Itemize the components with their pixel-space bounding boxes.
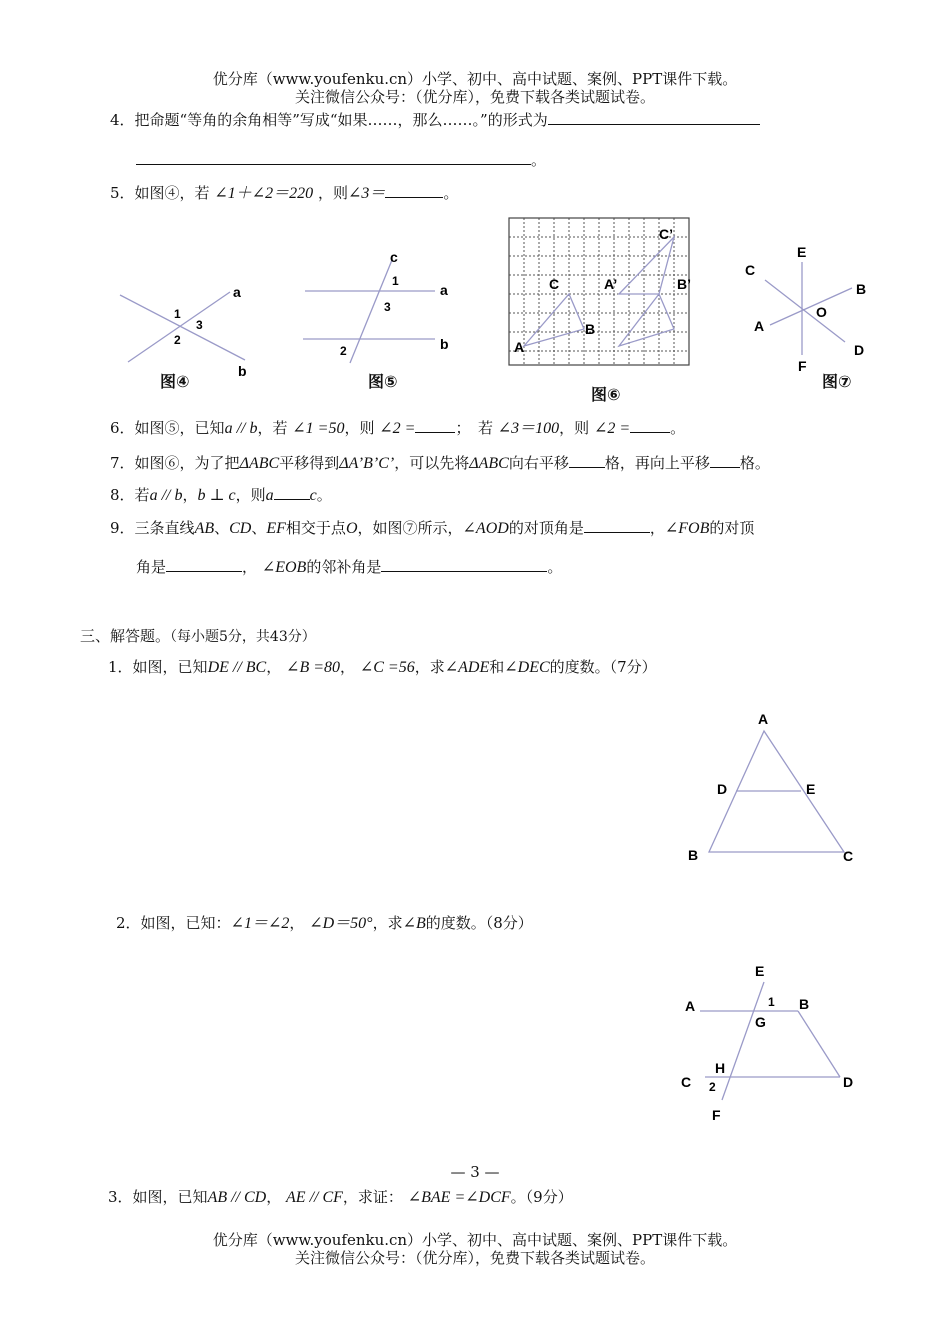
answer-blank[interactable] — [274, 485, 310, 500]
angle-1-label: 1 — [174, 307, 181, 321]
triangle-middle — [619, 294, 674, 346]
question-7: 7．如图⑥，为了把ΔABC平移得到ΔA’B’C’，可以先将ΔABC向右平移 格，再向上平移 格。 — [110, 454, 770, 472]
label-B: B — [856, 281, 867, 297]
figure-trapezoid — [675, 960, 865, 1130]
label-H: H — [715, 1060, 726, 1076]
figure-5-caption: 图⑤ — [368, 374, 398, 391]
label-b: b — [238, 363, 247, 379]
figure-4-caption: 图④ — [160, 374, 190, 391]
figure-6 — [505, 213, 695, 368]
label-C: C — [843, 848, 854, 864]
line-ef — [722, 982, 764, 1100]
header-line-1: 优分库（www.youfenku.cn）小学、初中、高中试题、案例、PPT课件下载。 — [212, 70, 738, 88]
label-E: E — [806, 781, 816, 797]
math-expression: ∠1＋∠2＝220 — [214, 185, 314, 202]
answer-question-3: 3．如图，已知AB // CD， AE // CF，求证： ∠BAE =∠DCF。（9分） — [108, 1188, 573, 1206]
question-5: 5．如图④，若 ∠1＋∠2＝220 ，则∠3＝ 。 — [110, 184, 459, 202]
label-A: A — [685, 998, 696, 1014]
question-4 — [110, 110, 760, 130]
label-C: C — [681, 1074, 692, 1090]
figure-5 — [300, 245, 470, 370]
triangle-a2b2c2 — [619, 237, 674, 294]
question-8: 8．若a // b，b ⊥ c，则a c。 — [110, 486, 332, 504]
question-4-continuation: 。 — [136, 150, 546, 170]
line-b — [120, 295, 245, 360]
question-9-continuation: 角是 ， ∠EOB的邻补角是 。 — [136, 558, 563, 576]
label-D: D — [717, 781, 728, 797]
label-E: E — [797, 244, 807, 260]
label-C: C — [549, 276, 560, 292]
line-cd — [765, 280, 845, 342]
angle-2-label: 2 — [174, 333, 181, 347]
figure-7-caption: 图⑦ — [822, 374, 852, 391]
angle-2-label: 2 — [340, 344, 347, 358]
page-number: — 3 — — [450, 1163, 500, 1181]
label-B: B — [585, 321, 596, 337]
section-3-heading: 三、解答题。（每小题5分，共43分） — [80, 627, 316, 645]
angle-1-label: 1 — [768, 995, 775, 1009]
question-text: 把命题“等角的余角相等”写成“如果……，那么……。”的形式为 — [134, 111, 548, 129]
answer-blank[interactable] — [381, 557, 547, 572]
label-C: C — [745, 262, 756, 278]
figure-6-caption: 图⑥ — [591, 387, 621, 404]
label-a: a — [440, 282, 448, 298]
answer-question-2: 2．如图，已知：∠1＝∠2， ∠D＝50°，求∠B的度数。（8分） — [116, 914, 533, 932]
question-number: 4． — [110, 111, 135, 129]
answer-blank[interactable] — [415, 418, 455, 433]
label-A: A — [754, 318, 765, 334]
figure-7 — [740, 240, 880, 380]
label-A: A — [758, 711, 769, 727]
label-A: A — [514, 339, 525, 355]
line-a — [128, 292, 230, 362]
answer-question-1: 1．如图，已知DE // BC， ∠B =80， ∠C =56，求∠ADE和∠DEC的度数。（7分） — [108, 658, 657, 676]
label-A-prime: A’ — [604, 276, 618, 292]
angle-3-label: 3 — [384, 300, 391, 314]
label-E: E — [755, 963, 765, 979]
answer-blank[interactable] — [166, 557, 242, 572]
label-b: b — [440, 336, 449, 352]
label-C-prime: C’ — [659, 226, 673, 242]
label-O: O — [816, 304, 827, 320]
answer-blank[interactable] — [136, 150, 531, 165]
math-expression: ∠3＝ — [347, 185, 386, 202]
answer-blank[interactable] — [584, 518, 650, 533]
figure-4 — [110, 280, 270, 380]
figure-triangle-abc — [680, 705, 860, 870]
label-B: B — [688, 847, 699, 863]
angle-1-label: 1 — [392, 274, 399, 288]
header-line-2: 关注微信公众号：（优分库），免费下载各类试题试卷。 — [294, 88, 655, 106]
footer-line-1: 优分库（www.youfenku.cn）小学、初中、高中试题、案例、PPT课件下载。 — [212, 1231, 738, 1249]
segment-bd — [798, 1011, 840, 1077]
label-a: a — [233, 284, 241, 300]
answer-blank[interactable] — [630, 418, 670, 433]
answer-blank[interactable] — [569, 453, 605, 468]
angle-3-label: 3 — [196, 318, 203, 332]
label-B-prime: B’ — [677, 276, 691, 292]
label-F: F — [798, 358, 807, 374]
answer-blank[interactable] — [385, 183, 443, 198]
label-D: D — [854, 342, 865, 358]
question-9: 9．三条直线AB、CD、EF相交于点O，如图⑦所示，∠AOD的对顶角是 ，∠FOB的对顶 — [110, 519, 755, 537]
answer-blank[interactable] — [710, 453, 740, 468]
label-G: G — [755, 1014, 766, 1030]
label-F: F — [712, 1107, 721, 1123]
angle-2-label: 2 — [709, 1080, 716, 1094]
label-D: D — [843, 1074, 854, 1090]
answer-blank[interactable] — [548, 110, 760, 125]
question-6: 6．如图⑤，已知a // b，若 ∠1 =50，则 ∠2 = ； 若 ∠3＝100，则 ∠2 = 。 — [110, 419, 686, 437]
label-B: B — [799, 996, 810, 1012]
label-c: c — [390, 249, 398, 265]
footer-line-2: 关注微信公众号：（优分库），免费下载各类试题试卷。 — [294, 1249, 655, 1267]
